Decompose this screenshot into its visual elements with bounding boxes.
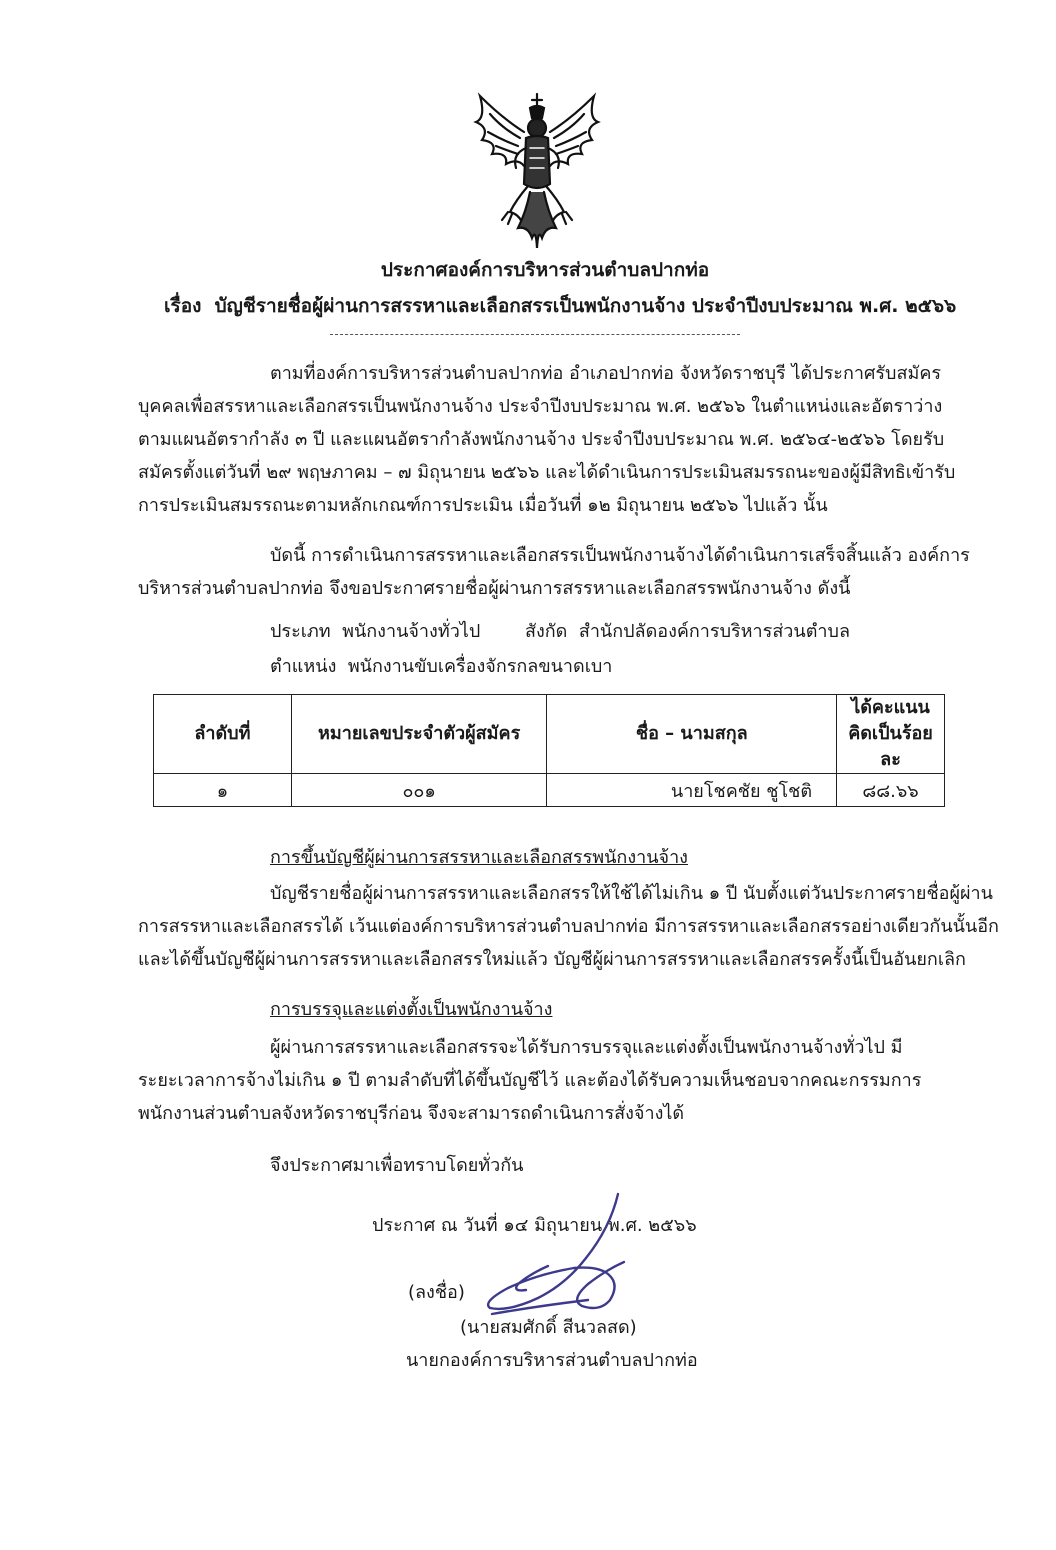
cell-name: นายโชคชัย ชูโชติ <box>547 774 837 807</box>
paragraph-line: บุคคลเพื่อสรรหาและเลือกสรรเป็นพนักงานจ้าง ประจำปีงบประมาณ พ.ศ. ๒๕๖๖ ในตำแหน่งและอัตราว่าง <box>138 396 943 417</box>
paragraph-line: การสรรหาและเลือกสรรได้ เว้นแต่องค์การบริหารส่วนตำบลปากท่อ มีการสรรหาและเลือกสรรอย่างเดียวกันนั้นอีก <box>138 916 999 937</box>
affiliation <box>525 620 850 644</box>
signer-name: (นายสมศักดิ์ สีนวลสด) <box>460 1317 637 1338</box>
paragraph-result <box>138 539 968 605</box>
paragraph-line: ผู้ผ่านการสรรหาและเลือกสรรจะได้รับการบรรจุและแต่งตั้งเป็นพนักงานจ้างทั่วไป มี <box>270 1037 903 1058</box>
section-list-body <box>138 877 999 976</box>
cell-applicant-id: ๐๐๑ <box>291 774 547 807</box>
cell-no: ๑ <box>154 774 292 807</box>
header-score-line2: คิดเป็นร้อยละ <box>848 723 933 770</box>
signer-title: นายกองค์การบริหารส่วนตำบลปากท่อ <box>406 1350 698 1371</box>
paragraph-line: บริหารส่วนตำบลปากท่อ จึงขอประกาศรายชื่อผู้ผ่านการสรรหาและเลือกสรรพนักงานจ้าง ดังนี้ <box>138 578 851 599</box>
paragraph-line: สมัครตั้งแต่วันที่ ๒๙ พฤษภาคม – ๗ มิถุนายน ๒๕๖๖ และได้ดำเนินการประเมินสมรรถนะของผู้มีสิทธิเข้ารับ <box>138 462 956 483</box>
paragraph-line: พนักงานส่วนตำบลจังหวัดราชบุรีก่อน จึงจะสามารถดำเนินการสั่งจ้างได้ <box>138 1103 685 1124</box>
subject-text: บัญชีรายชื่อผู้ผ่านการสรรหาและเลือกสรรเป็นพนักงานจ้าง ประจำปีงบประมาณ พ.ศ. ๒๕๖๖ <box>214 295 957 317</box>
handwritten-signature <box>478 1188 648 1328</box>
section-appoint-body <box>138 1031 968 1130</box>
paragraph-intro <box>138 357 968 522</box>
header-divider <box>330 334 740 335</box>
garuda-emblem-icon <box>472 88 602 258</box>
announcement-title: ประกาศองค์การบริหารส่วนตำบลปากท่อ <box>380 259 710 281</box>
header-name: ชื่อ – นามสกุล <box>547 695 837 774</box>
subject-line <box>164 294 956 318</box>
paragraph-line: บัดนี้ การดำเนินการสรรหาและเลือกสรรเป็นพนักงานจ้างได้ดำเนินการเสร็จสิ้นแล้ว องค์การ <box>270 545 970 566</box>
header-no: ลำดับที่ <box>154 695 292 774</box>
header-score <box>837 695 945 774</box>
paragraph-line: บัญชีรายชื่อผู้ผ่านการสรรหาและเลือกสรรให้ใช้ได้ไม่เกิน ๑ ปี นับตั้งแต่วันประกาศรายชื่อผู้ผ่าน <box>270 883 993 904</box>
employment-type <box>270 620 480 644</box>
type-label: ประเภท <box>270 621 331 642</box>
table-row <box>154 774 945 807</box>
affiliation-value: สำนักปลัดองค์การบริหารส่วนตำบล <box>578 621 850 642</box>
paragraph-line: ตามที่องค์การบริหารส่วนตำบลปากท่อ อำเภอปากท่อ จังหวัดราชบุรี ได้ประกาศรับสมัคร <box>270 363 942 384</box>
type-value: พนักงานจ้างทั่วไป <box>342 621 481 642</box>
header-applicant-id: หมายเลขประจำตัวผู้สมัคร <box>291 695 547 774</box>
affiliation-label: สังกัด <box>525 621 568 642</box>
section-appoint-heading: การบรรจุและแต่งตั้งเป็นพนักงานจ้าง <box>270 999 553 1020</box>
table-header-row <box>154 695 945 774</box>
closing-statement: จึงประกาศมาเพื่อทราบโดยทั่วกัน <box>270 1155 524 1176</box>
results-table <box>153 694 945 807</box>
position-label: ตำแหน่ง <box>270 656 337 677</box>
announce-date: ประกาศ ณ วันที่ ๑๔ มิถุนายน พ.ศ. ๒๕๖๖ <box>372 1215 697 1236</box>
paragraph-line: และได้ขึ้นบัญชีผู้ผ่านการสรรหาและเลือกสรรใหม่แล้ว บัญชีผู้ผ่านการสรรหาและเลือกสรรครั้งนี้เป็นอันยกเลิก <box>138 949 966 970</box>
header-score-line1: ได้คะแนน <box>851 697 930 718</box>
paragraph-line: ระยะเวลาการจ้างไม่เกิน ๑ ปี ตามลำดับที่ได้ขึ้นบัญชีไว้ และต้องได้รับความเห็นชอบจากคณะกรรมการ <box>138 1070 922 1091</box>
paragraph-line: ตามแผนอัตรากำลัง ๓ ปี และแผนอัตรากำลังพนักงานจ้าง ประจำปีงบประมาณ พ.ศ. ๒๕๖๔-๒๕๖๖ โดยรับ <box>138 429 945 450</box>
sign-label: (ลงชื่อ) <box>408 1282 465 1303</box>
subject-label: เรื่อง <box>164 295 202 317</box>
position <box>270 655 612 679</box>
position-value: พนักงานขับเครื่องจักรกลขนาดเบา <box>347 656 613 677</box>
paragraph-line: การประเมินสมรรถนะตามหลักเกณฑ์การประเมิน เมื่อวันที่ ๑๒ มิถุนายน ๒๕๖๖ ไปแล้ว นั้น <box>138 495 828 516</box>
cell-score: ๘๘.๖๖ <box>837 774 945 807</box>
section-list-heading: การขึ้นบัญชีผู้ผ่านการสรรหาและเลือกสรรพนักงานจ้าง <box>270 847 688 868</box>
